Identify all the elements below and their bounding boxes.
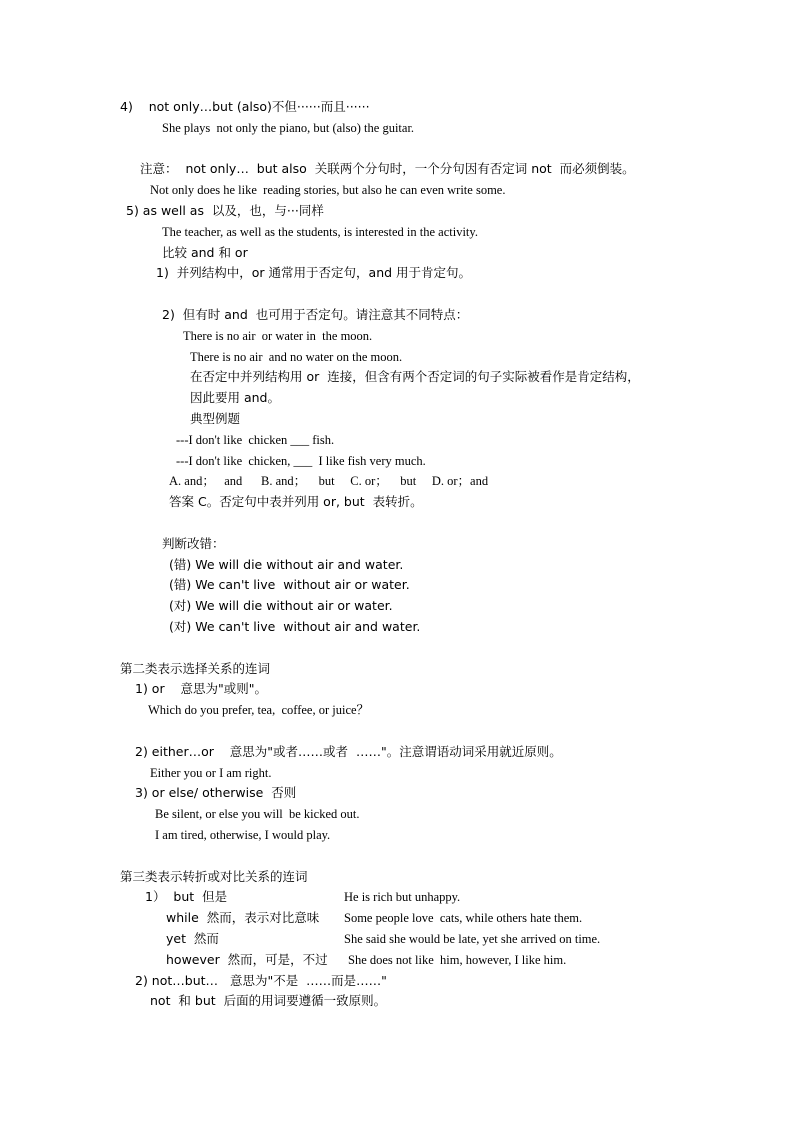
judge-item: (错) We can't live without air or water. [169, 577, 410, 592]
section-heading: 第三类表示转折或对比关系的连词 [120, 869, 308, 884]
example-sentence: She plays not only the piano, but (also) the guitar. [162, 121, 415, 135]
note-line: 注意： not only… but also 关联两个分句时，一个分句因有否定词 not 而必须倒装。 [140, 161, 635, 176]
example-sentence: Be silent, or else you will be kicked out. [155, 807, 360, 821]
contrast-example: She does not like him, however, I like him. [348, 953, 567, 967]
contrast-label: while 然而，表示对比意味 [166, 910, 320, 925]
compare-heading: 比较 and 和 or [162, 245, 248, 260]
explanation-line: 在否定中并列结构用 or 连接，但含有两个否定词的句子实际被看作是肯定结构， [190, 369, 640, 384]
contrast-label: however 然而，可是，不过 [166, 952, 328, 967]
example-sentence: Either you or I am right. [150, 766, 272, 780]
item-as-well-as: 5) as well as 以及，也，与···同样 [126, 203, 324, 218]
rule-line: not 和 but 后面的用词要遵循一致原则。 [150, 993, 387, 1008]
item-or: 1) or 意思为"或则"。 [135, 681, 267, 696]
example-sentence: Which do you prefer, tea, coffee, or juice？ [148, 703, 370, 717]
judge-item: (对) We will die without air or water. [169, 598, 393, 613]
example-sentence: There is no air or water in the moon. [183, 329, 373, 343]
exercise-line: ---I don't like chicken, ___ I like fish very much. [176, 454, 426, 468]
item-not-but: 2) not…but… 意思为"不是 ……而是……" [135, 973, 387, 988]
answer-line: 答案 C。否定句中表并列用 or, but 表转折。 [169, 494, 423, 509]
item-either-or: 2) either…or 意思为"或者……或者 ……"。注意谓语动词采用就近原则。 [135, 744, 562, 759]
exercise-line: ---I don't like chicken ___ fish. [176, 433, 335, 447]
example-sentence: I am tired, otherwise, I would play. [155, 828, 331, 842]
judge-item: (错) We will die without air and water. [169, 557, 404, 572]
contrast-example: Some people love cats, while others hate them. [344, 911, 583, 925]
rule-line: 2) 但有时 and 也可用于否定句。请注意其不同特点： [162, 307, 469, 322]
section-heading: 第二类表示选择关系的连词 [120, 661, 271, 676]
example-sentence: The teacher, as well as the students, is interested in the activity. [162, 225, 478, 239]
contrast-example: She said she would be late, yet she arrived on time. [344, 932, 601, 946]
exercise-options: A. and； and B. and； but C. or； but D. or；and [169, 474, 489, 488]
example-sentence: There is no air and no water on the moon. [190, 350, 403, 364]
contrast-label: yet 然而 [166, 931, 219, 946]
contrast-label: 1） but 但是 [145, 889, 228, 904]
item-not-only: 4) not only…but (also)不但······而且······ [120, 99, 370, 114]
example-sentence: Not only does he like reading stories, but also he can even write some. [150, 183, 506, 197]
explanation-line: 因此要用 and。 [190, 390, 280, 405]
example-heading: 典型例题 [190, 411, 241, 426]
contrast-example: He is rich but unhappy. [344, 890, 461, 904]
rule-line: 1) 并列结构中，or 通常用于否定句，and 用于肯定句。 [156, 265, 472, 280]
judge-item: (对) We can't live without air and water. [169, 619, 421, 634]
item-or-else: 3) or else/ otherwise 否则 [135, 785, 297, 800]
judge-heading: 判断改错： [162, 536, 225, 551]
